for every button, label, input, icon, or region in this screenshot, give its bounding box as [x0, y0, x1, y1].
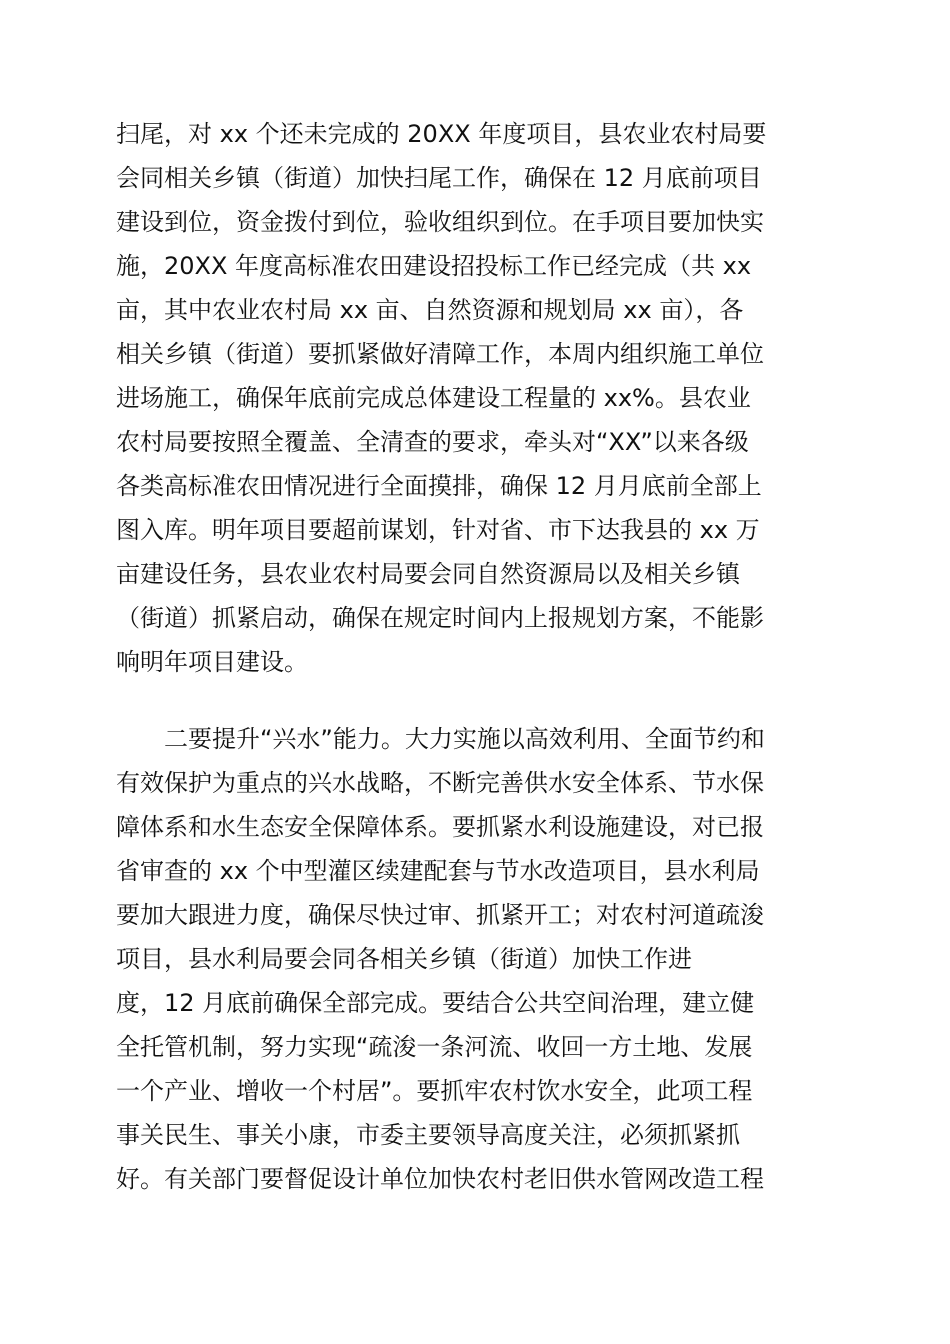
text-line: 农村局要按照全覆盖、全清查的要求，牵头对“XX”以来各级 — [116, 428, 749, 456]
text-line: 亩，其中农业农村局 xx 亩、自然资源和规划局 xx 亩），各 — [116, 296, 744, 324]
text-line: 省审查的 xx 个中型灌区续建配套与节水改造项目，县水利局 — [116, 857, 760, 885]
text-line: 进场施工，确保年底前完成总体建设工程量的 xx%。县农业 — [116, 384, 751, 412]
text-line: 事关民生、事关小康，市委主要领导高度关注，必须抓紧抓 — [116, 1121, 740, 1149]
text-line: 施，20XX 年度高标准农田建设招投标工作已经完成（共 xx — [116, 252, 752, 280]
text-line: 扫尾，对 xx 个还未完成的 20XX 年度项目，县农业农村局要 — [116, 120, 767, 148]
text-line: 各类高标准农田情况进行全面摸排，确保 12 月月底前全部上 — [116, 472, 762, 500]
text-line: 有效保护为重点的兴水战略，不断完善供水安全体系、节水保 — [116, 769, 764, 797]
text-line: 一个产业、增收一个村居”。要抓牢农村饮水安全，此项工程 — [116, 1077, 753, 1105]
text-line: 项目，县水利局要会同各相关乡镇（街道）加快工作进 — [116, 945, 692, 973]
text-line: 度，12 月底前确保全部完成。要结合公共空间治理，建立健 — [116, 989, 755, 1017]
text-line: 会同相关乡镇（街道）加快扫尾工作，确保在 12 月底前项目 — [116, 164, 762, 192]
text-line: 图入库。明年项目要超前谋划，针对省、市下达我县的 xx 万 — [116, 516, 760, 544]
text-line: 全托管机制，努力实现“疏浚一条河流、收回一方土地、发展 — [116, 1033, 753, 1061]
text-line: 响明年项目建设。 — [116, 648, 308, 676]
text-line: （街道）抓紧启动，确保在规定时间内上报规划方案，不能影 — [116, 604, 764, 632]
text-line: 障体系和水生态安全保障体系。要抓紧水利设施建设，对已报 — [116, 813, 764, 841]
text-line: 相关乡镇（街道）要抓紧做好清障工作，本周内组织施工单位 — [116, 340, 764, 368]
paragraph-1 — [116, 112, 836, 684]
text-line: 好。有关部门要督促设计单位加快农村老旧供水管网改造工程 — [116, 1165, 764, 1193]
text-line: 建设到位，资金拨付到位，验收组织到位。在手项目要加快实 — [116, 208, 764, 236]
text-line: 二要提升“兴水”能力。大力实施以高效利用、全面节约和 — [164, 725, 765, 753]
text-line: 要加大跟进力度，确保尽快过审、抓紧开工；对农村河道疏浚 — [116, 901, 764, 929]
text-line: 亩建设任务，县农业农村局要会同自然资源局以及相关乡镇 — [116, 560, 740, 588]
paragraph-2 — [116, 717, 836, 1201]
